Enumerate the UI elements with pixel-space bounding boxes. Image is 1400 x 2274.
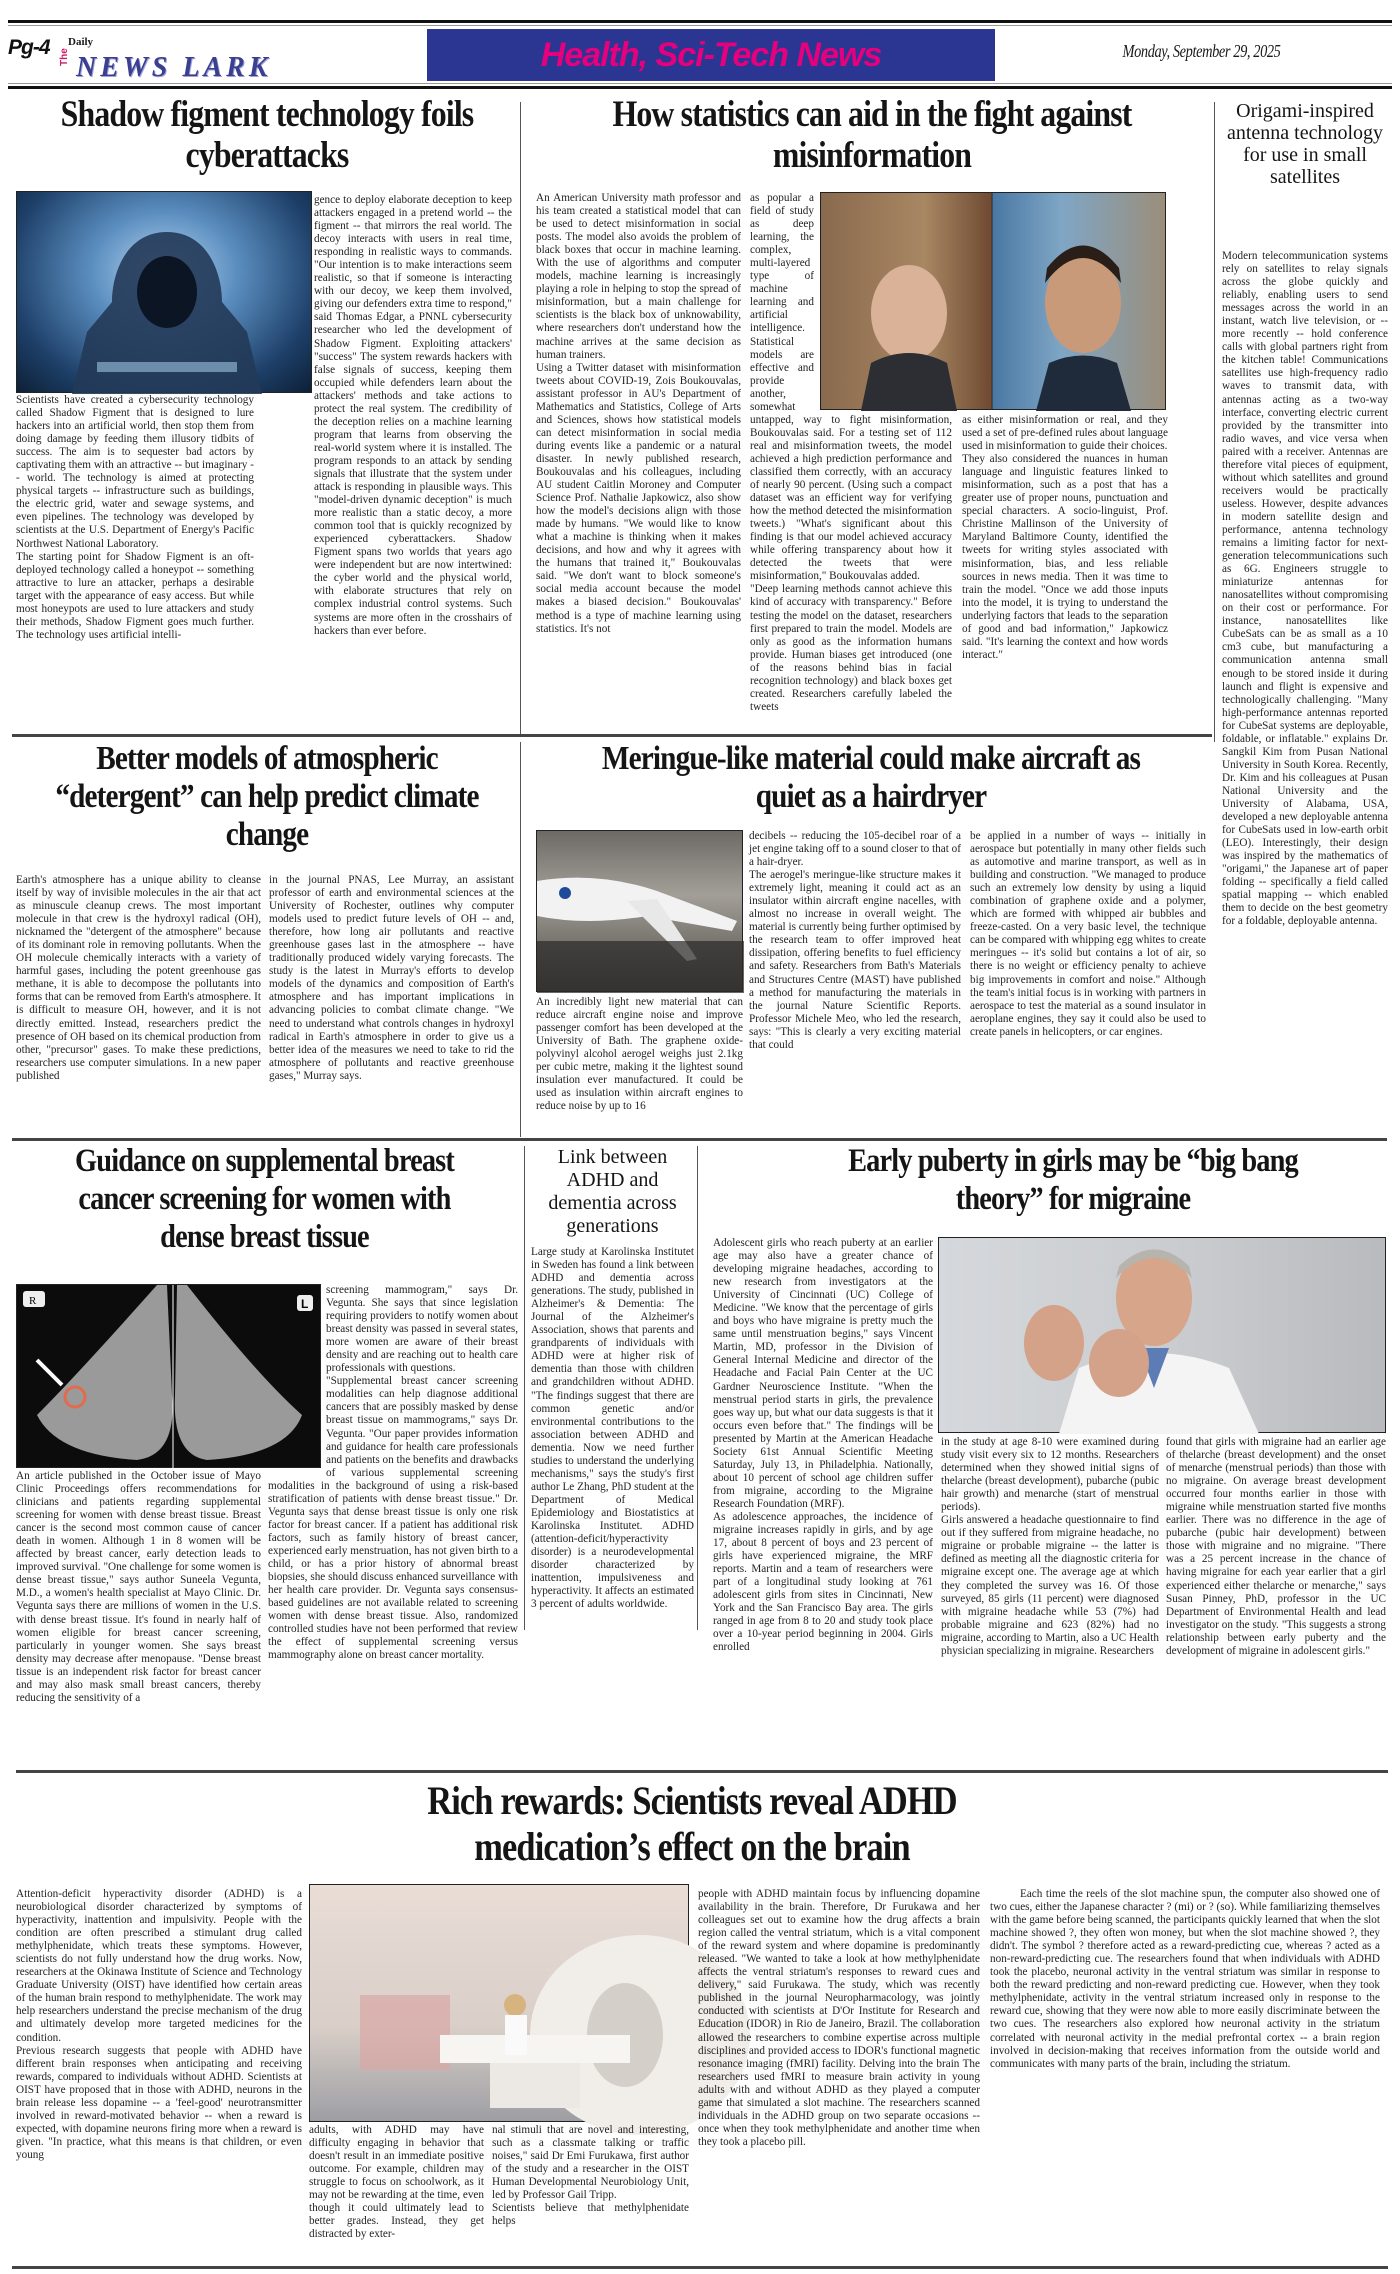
paragraph: Adolescent girls who reach puberty at an earlier age may also have a greater chance of developing migraine headaches, according to new research from investigators at the University of Cincinnati (UC) College of Medicine. "We know that the percentage of girls and boys who have migraine is pretty much the same until menstruation begins," says Vincent Martin, MD, professor in the Division of General Internal Medicine and director of the Headache and Facial Pain Center at the UC Gardner Neuroscience Institute. "When the menstrual period starts in girls, the prevalence goes way up, but what our data suggests is that it occurs even before that." The findings will be presented by Martin at the American Headache Society 61st Annual Scientific Meeting Saturday, July 13, in Philadelphia. Nationally, about 10 percent of school age children suffer from migraine, according to the Migraine Research Foundation (MRF).: [713, 1237, 933, 1510]
column-1: [16, 1470, 261, 1704]
paragraph: Using a Twitter dataset with misinformation tweets about COVID-19, Zois Boukouvalas, assistant professor in AU's Department of Mathematics and Statistics, College of Arts and Sciences, shows how statistical models can detect misinformation in social media during events like a pandemic or a natural disaster. In newly published research, Boukouvalas and his colleagues, including AU student Caitlin Moroney and Computer Science Prof. Nathalie Japkowicz, also show how the model's decisions align with those made by humans. "We would like to know what a machine is thinking when it makes decisions, and how and why it agrees with the humans that trained it," Boukouvalas said. "We don't want to block someone's social media account because the model makes a biased decision." Boukouvalas' method is a type of machine learning using statistics. It's not: [536, 361, 741, 635]
mri-scanner: [310, 1885, 690, 2123]
headline: Better models of atmospheric “detergent” can help predict climate change: [55, 740, 479, 853]
paragraph: Modern telecommunication systems rely on satellites to relay signals across the globe quickly and reliably, enabling users to send messages across the world in an instant, watch live television, or -- more recently -- hold conference calls with global partners right from the kitchen table! Communications satellites use high-frequency radio waves to transmit data, with antennas acting as a two-way interface, converting electric current provided by the transmitter into radio waves, and vice versa when paired with a receiver. Antennas are therefore vital pieces of equipment, without which satellites and ground receivers would be practically useless. However, despite advances in modern satellite design and performance, antenna technology remains a limiting factor for next-generation telecommunications such as 6G. Engineers struggle to miniaturize antennas for nanosatellites without compromising on their cost or performance. For instance, nanosatellites like CubeSats can be as small as a 10 cm3 cube, but manufacturing a communication antenna small enough to be stored inside it during launch and flight is expensive and technologically challenging. "Many high-performance antennas reported for CubeSat systems are deployable, foldable, or inflatable." explains Dr. Sangkil Kim from Pusan National University in South Korea. Recently, Dr. Kim and his colleagues at Pusan National University and the University of Alabama, USA, developed a new deployable antenna for CubeSats used in low-earth orbit (LEO). Interestingly, their design was inspired by the mathematics of "origami," the Japanese art of paper folding -- specifically a field called spatial mapping -- which enabled them to decide on the best geometry for a foldable, deployable antenna.: [1222, 250, 1388, 928]
issue-date: Monday, September 29, 2025: [1122, 41, 1280, 61]
column-3: [970, 830, 1206, 1136]
paragraph: Attention-deficit hyperactivity disorder (ADHD) is a neurobiological disorder characterized by symptoms of hyperactivity, inattention and impulsivity. People with the condition are often prescribed a stimulant drug called methylphenidate, which treats these symptoms. However, scientists do not fully understand how the drug works. Now, researchers at the Okinawa Institute of Science and Technology Graduate University (OIST) have identified how certain areas of the human brain respond to methylphenidate. The work may help researchers understand the precise mechanism of the drug and ultimately develop more targeted medicines for the condition.: [16, 1888, 302, 2044]
headline: Shadow figment technology foils cyberattacks: [60, 94, 474, 177]
paragraph: Previous research suggests that people with ADHD have different brain responses when anticipating and receiving rewards, compared to individuals without ADHD. Scientists at OIST have proposed that in those with ADHD, neurons in the brain release less dopamine -- a 'feel-good' neurotransmitter involved in reward-motivated behavior -- when a reward is expected, with dopamine neurons firing more when a reward is given. "In practice, what this means is that children, or even young: [16, 2044, 302, 2161]
column-2: [269, 874, 514, 1136]
paragraph: adults, with ADHD may have difficulty engaging in behavior that doesn't result in an immediate positive outcome. For example, children may struggle to focus on schoolwork, as it may not be rewarding at the time, even though it could ultimately lead to better grades. Instead, they get distracted by exter-: [309, 2124, 484, 2241]
column-2-text: [314, 194, 512, 734]
page-bottom-rule: [12, 2266, 1388, 2269]
masthead-top-rule: [8, 20, 1392, 23]
article-shadow-figment: [12, 94, 522, 734]
logo-name: NEWS LARK: [76, 52, 272, 83]
headline: Rich rewards: Scientists reveal ADHD medication’s effect on the brain: [427, 1778, 957, 1869]
column-divider: [520, 102, 521, 734]
paragraph: nal stimuli that are novel and interesting, such as a classmate talking or traffic noises," said Dr Emi Furukawa, first author of the study and a researcher in the OIST Human Developmental Neurobiology Unit, led by Professor Gail Tripp.: [492, 2124, 689, 2202]
paragraph: An incredibly light new material that can reduce aircraft engine noise and improve passenger comfort has been developed at the University of Bath. The graphene oxide-polyvinyl alcohol aerogel weighs just 2.1kg per cubic metre, making it the lightest sound insulation ever manufactured. It could be used as insulation within aircraft engines to reduce noise by up to 16: [536, 996, 743, 1113]
hacker-image: [16, 191, 312, 393]
section-divider: [12, 734, 1212, 737]
headline: Guidance on supplemental breast cancer screening for women with dense breast tissue: [75, 1143, 454, 1255]
paragraph: Girls answered a headache questionnaire to find out if they suffered from migraine headache, no migraine or probable migraine -- the latter is defined as meeting all the diagnostic criteria for migraine except one. The average age at which they completed the survey was 16. Of those surveyed, 85 girls (11 percent) were diagnosed with migraine headache while 53 (7%) had probable migraine and 623 (82%) had no migraine, according to Martin, also a UC Health physician specializing in migraine. Researchers: [941, 1514, 1159, 1657]
mri-scanner-photo: [309, 1884, 689, 2122]
column-divider: [1214, 102, 1215, 742]
column-2: [941, 1436, 1159, 1657]
image-label-r: R: [29, 1295, 37, 1307]
article-adhd-dementia: [531, 1146, 694, 1630]
paragraph: Large study at Karolinska Institutet in Sweden has found a link between ADHD and dementia across generations. The study, published in Alzheimer's & Dementia: The Journal of the Alzheimer's Association, shows that parents and grandparents of individuals with ADHD were at higher risk of dementia than those with children and grandchildren without ADHD. "The findings suggest that there are common genetic and/or environmental contributions to the association between ADHD and dementia. Now we need further studies to understand the underlying mechanisms," says the study's first author Le Zhang, PhD student at the Department of Medical Epidemiology and Biostatistics at Karolinska Institutet. ADHD (attention-deficit/hyperactivity disorder) is a neurodevelopmental disorder characterized by inattention, impulsiveness and hyperactivity. It affects an estimated 3 percent of adults worldwide.: [531, 1246, 694, 1611]
paragraph: As adolescence approaches, the incidence of migraine increases rapidly in girls, and by age 17, about 8 percent of boys and 23 percent of girls have experienced migraine, the MRF reports. Martin and a team of researchers were part of a longitudinal study looking at 761 adolescent girls from sites in Cincinnati, New York and the San Francisco Bay area. The girls ranged in age from 8 to 20 and study took place over a 10-year period beginning in 2004. Girls enrolled: [713, 1510, 933, 1654]
paragraph: The starting point for Shadow Figment is an oft-deployed technology called a honeypot -- something attractive to lure an attacker, perhaps a desirable target with the appearance of easy access. But while most honeypots are used to lure attackers and study their methods, Shadow Figment goes much further. The technology uses artificial intelli-: [16, 550, 254, 641]
paragraph: An article published in the October issue of Mayo Clinic Proceedings offers recommendations for clinicians and patients regarding supplemental screening for women with dense breast tissue. Breast cancer is the second most common cause of cancer death in women. Although 1 in 8 women will be affected by breast cancer, early detection leads to improved survival. "One challenge for some women is dense breast tissue," says author Suneela Vegunta, M.D., a women's health specialist at Mayo Clinic. Dr. Vegunta says there are millions of women in the U.S. with dense breast tissue. It's found in nearly half of women eligible for breast cancer screening, particularly in younger women. She says breast density may decrease after menopause. "Dense breast tissue is an independent risk factor for breast cancer and may also mask small breast cancers, thereby reducing the sensitivity of a: [16, 1470, 261, 1704]
column-1: [536, 996, 743, 1136]
paragraph: decibels -- reducing the 105-decibel roar of a jet engine taking off to a sound closer to that of a hair-dryer.: [749, 830, 961, 869]
image-wrap-spacer: [814, 192, 952, 410]
paragraph: They also considered the nuances in human language and linguistic features linked to misinformation, such as a post that has a greater use of proper nouns, punctuation and special characters. A socio-linguist, Prof. Christine Mallinson of the University of Maryland Baltimore County, identified the tweets for writing styles associated with misinformation, bias, and less reliable sources in news media. Then it was time to train the model. "Once we add those inputs into the model, it is trying to understand the underlying factors that leads to the separation of good and bad information," Japkowicz said. "It's learning the context and how words interact.": [962, 453, 1168, 661]
article-body: [531, 1246, 694, 1628]
column-3: [962, 414, 1168, 734]
paragraph: gence to deploy elaborate deception to keep attackers engaged in a pretend world -- the figment -- that mirrors the real world. The decoy interacts with users in real time, responding in realistic ways to commands. "Our intention is to make interactions seem realistic, so that if someone is interacting with our decoy, we keep them involved, giving our defenders extra time to respond," said Thomas Edgar, a PNNL cybersecurity researcher who led the development of Shadow Figment. Exploiting attackers' "success" The system rewards hackers with false signals of success, keeping them occupied while defenders learn about the attackers' methods and take actions to protect the real system. The credibility of the deception relies on a machine learning program that learns from observing the real-world system where it is installed. The program responds to an attack by sending signals that illustrate that the system under attack is responding in plausible ways. This "model-driven dynamic deception" is much more realistic than a static decoy, a more common tool that is quickly recognized by experienced cyberattackers. Shadow Figment spans two worlds that years ago were independent but are now intertwined: the cyber world and the physical world, with elaborate structures that rely on complex industrial control systems. Such systems are more often in the crosshairs of hackers than ever before.: [314, 194, 512, 637]
column-2: [749, 830, 961, 1136]
column-1: [713, 1237, 933, 1654]
column-3: [1166, 1436, 1386, 1657]
column-1: [16, 394, 254, 734]
headline: How statistics can aid in the fight against misinformation: [612, 94, 1132, 177]
paragraph: An American University math professor and his team created a statistical model that can be used to detect misinformation in social posts. The model also avoids the problem of black boxes that occur in machine learning. With the use of algorithms and computer models, machine learning is increasingly playing a role in helping to stop the spread of misinformation, but a main challenge for scientists is the black box of unknowability, where researchers don't understand how the machine arrives at the same decision as human trainers.: [536, 192, 741, 361]
column-2: [750, 192, 952, 732]
paragraph: in the study at age 8-10 were examined during study visit every six to 12 months. Researchers determined when they showed initial signs of thelarche (breast development), pubarche (pubic hair growth) and menarche (start of menstrual periods).: [941, 1436, 1159, 1514]
column-3: [492, 2124, 689, 2268]
paragraph: "Supplemental breast cancer screening modalities can help diagnose additional cancers that are possibly masked by dense breast tissue on mammograms," says Dr. Vegunta. "Our paper provides information and guidance for health care professionals and patients on the benefits and drawbacks of various supplemental screening modalities in the background of using a risk-based stratification of patients with dense breast tissue." Dr. Vegunta says that dense breast tissue is only one risk factor for breast cancer. If a patient has additional risk factors, such as family history of breast cancer, experienced early menstruation, has not given birth to a child, or has a prior history of abnormal breast biopsies, she should discuss enhanced surveillance with her health care provider. Dr. Vegunta says consensus-based guidelines are not available related to screening women with dense breast tissue. Also, randomized controlled studies have not been performed that review the effect of supplemental screening versus mammography alone on breast cancer mortality.: [268, 1375, 518, 1662]
aircraft-model: [537, 831, 744, 993]
doctor-photo: [938, 1237, 1386, 1433]
article-early-puberty: [703, 1142, 1388, 1657]
paragraph: as either misinformation or real, and they used a set of pre-defined rules about language used in misinformation to guide their choices.: [962, 414, 1168, 453]
paragraph: screening mammogram," says Dr. Vegunta. She says that since legislation requiring providers to notify women about breast density was passed in several states, more women are aware of their breast density and are reaching out to health care professionals with questions.: [326, 1284, 518, 1375]
article-meringue-material: [530, 740, 1212, 1140]
headline: Early puberty in girls may be “big bang theory” for migraine: [848, 1143, 1298, 1217]
paragraph: Scientists have created a cybersecurity technology called Shadow Figment that is designed to lure hackers into an artificial world, then stop them from doing damage by feeding them illusory tidbits of success. The aim is to sequester bad actors by captivating them with an attractive -- but imaginary -- world. The technology is aimed at protecting physical targets -- infrastructure such as buildings, the electric grid, water and sewage systems, and even pipelines. The technology was developed by scientists at the U.S. Department of Energy's Pacific Northwest National Laboratory.: [16, 394, 254, 550]
hooded-hacker-figure: [17, 192, 313, 394]
section-divider: [12, 1138, 1387, 1141]
column-1: [16, 874, 261, 1136]
column-divider: [697, 1146, 698, 1630]
doctor-gesturing: [939, 1238, 1387, 1434]
headline: Meringue-like material could make aircraft as quiet as a hairdryer: [601, 740, 1141, 815]
article-body: [1222, 250, 1388, 1100]
article-statistics: [532, 94, 1212, 734]
paragraph: found that girls with migraine had an earlier age of thelarche (breast development) and the onset of menarche (menstrual periods) than those with no migraine. On average breast development occurred four months earlier in those with migraine while menstruation started five months earlier. There was no difference in the age of pubarche (pubic hair development) between those with migraine and no migraine. "There was a 25 percent increase in the chance of having migraine for each year earlier that a girl experienced either thelarche or menarche," says Susan Pinney, PhD, professor in the UC Department of Environmental Health and lead investigator on the study. "This suggests a strong relationship between early puberty and the development of migraine in adolescent girls.": [1166, 1436, 1386, 1657]
image-label-l: L: [301, 1297, 309, 1311]
masthead: [0, 0, 1400, 90]
section-divider: [16, 1770, 1388, 1773]
paragraph: people with ADHD maintain focus by influencing dopamine availability in the brain. Therefore, Dr Furukawa and her colleagues set out to examine how the drug affects a brain region called the ventral striatum, which is a vital component of the reward system and where dopamine is predominantly released. "We wanted to take a look at how methylphenidate affects the ventral striatum's responses to reward cues and delivery," said Furukawa. The study, which was recently published in the journal Neuropharmacology, was jointly conducted with scientists at D'Or Institute for Research and Education (IDOR) in Rio de Janeiro, Brazil. The collaboration allowed the researchers to combine expertise across multiple disciplines and provided access to IDOR's functional magnetic resonance imaging (fMRI) facility. Delving into the brain The researchers used fMRI to measure brain activity in young adults with and without ADHD as they played a computer game that simulated a slot machine. The researchers scanned individuals in the ADHD group on two separate occasions -- once when they took methylphenidate and another time when they took a placebo pill.: [698, 1888, 980, 2148]
column-2: [309, 2124, 484, 2268]
paragraph: Earth's atmosphere has a unique ability to cleanse itself by way of invisible molecules in the air that act as minuscule cleanup crews. The most important molecule in that crew is the hydroxyl radical (OH), nicknamed the "detergent of the atmosphere" because of its dominant role in removing pollutants. When the OH molecule chemically interacts with a variety of harmful gases, including the potent greenhouse gas methane, it is able to decompose the pollutants into forms that can be removed from Earth's atmosphere. It is difficult to measure OH, however, and it is not directly emitted. Instead, researchers predict the presence of OH based on its chemical production from other, "precursor" gases. To make these predictions, researchers use computer simulations. In a new paper published: [16, 874, 261, 1082]
column-divider: [524, 1146, 525, 1630]
masthead-bottom-rule: [8, 86, 1392, 89]
paragraph: be applied in a number of ways -- initially in aerospace but potentially in many other fields such as automotive and marine transport, as well as in building and construction. "We managed to produce such an extremely low density by using a liquid combination of graphene oxide and a polymer, which are formed with whipped air bubbles and freeze-casted. On a very basic level, the technique can be compared with whipping egg whites to create meringues -- it's solid but contains a lot of air, so there is no weight or efficiency penalty to achieve big improvements in comfort and noise." Although the team's initial focus is in working with partners in aerospace to test the material as a sound insulator in aeroplane engines, they say it could also be used to create panels in helicopters, or car engines.: [970, 830, 1206, 1038]
column-divider: [520, 742, 521, 1137]
headline: Origami-inspired antenna technology for use in small satellites: [1226, 100, 1384, 188]
paragraph: "Deep learning methods cannot achieve this kind of accuracy with transparency." Before testing the model on the dataset, researchers first prepared to train the model. Models are only as good as the information humans provide. Human biases get introduced (one of the reasons behind bias in facial recognition technology) and black boxes get created. Researchers carefully labeled the tweets: [750, 583, 952, 713]
section-banner: Health, Sci-Tech News: [427, 29, 995, 81]
paragraph: Scientists believe that methylphenidate helps: [492, 2202, 689, 2228]
article-atmospheric-detergent: [12, 740, 522, 1140]
column-4: [698, 1888, 980, 2268]
headline: Link between ADHD and dementia across generations: [548, 1146, 677, 1237]
image-wrap-spacer: [268, 1284, 326, 1470]
paragraph: in the journal PNAS, Lee Murray, an assistant professor of earth and environmental sciences at the University of Rochester, outlines why computer models used to predict future levels of OH -- and, therefore, how long air pollutants and reactive greenhouse gases last in the atmosphere -- have traditionally produced widely varying forecasts. The study is the latest in Murray's efforts to develop models of the dynamics and composition of Earth's atmosphere and has important implications in advancing policies to combat climate change. "We need to understand what controls changes in hydroxyl radical in Earth's atmosphere in order to give us a better idea of the measures we need to take to rid the atmosphere of pollutants and reactive greenhouse gases," Murray says.: [269, 874, 514, 1082]
masthead-bottom-rule-thin: [8, 83, 1392, 84]
paragraph: Each time the reels of the slot machine spun, the computer also showed one of two cues, either the Japanese character ? (mi) or ? (so). While familiarizing themselves with the game before being scanned, the participants quickly learned that when the slot machine showed ?, they often won money, but when the slot machine showed ?, they didn't. The symbol ? therefore acted as a reward-predicting cue, whereas ? acted as a non-reward-predicting cue. The researchers found that when individuals with ADHD took the placebo, neuronal activity in the ventral striatum was similar in response to both the reward predicting and non-reward predicting cue. However, when they took methylphenidate, activity in the ventral striatum increased only in response to the reward cue, showing that they were now able to more easily discriminate between the two cues. The researchers also explored how neuronal activity in the striatum correlated with neuronal activity in the medial prefrontal cortex -- a brain region involved in decision-making that receives information from the outside world and communicates with many parts of the brain, including the striatum.: [990, 1888, 1380, 2070]
aircraft-model-photo: [536, 830, 743, 992]
paragraph: as popular a field of study as deep learning, the complex, multi-layered type of machine learning and artificial intelligence. Statistical models are effective and provide another, somewhat untapped, way to fight misinformation, Boukouvalas said. For a testing set of 112 real and misinformation tweets, the model achieved a high prediction performance and classified them correctly, with an accuracy of nearly 90 percent. (Using such a compact dataset was an efficient way for verifying how the method detected the misinformation tweets.) "What's significant about this finding is that our model achieved accuracy while offering transparency about how it detected the tweets that were misinformation," Boukouvalas added.: [750, 192, 952, 583]
column-1: [536, 192, 741, 732]
article-origami-antenna: [1222, 100, 1388, 1110]
column-5: [990, 1888, 1380, 2268]
page-number: Pg-4: [8, 36, 50, 59]
article-breast-screening: [12, 1142, 518, 1704]
paragraph: The aerogel's meringue-like structure makes it extremely light, meaning it could act as an insulator within aircraft engine nacelles, with almost no increase in overall weight. The material is currently being further optimised by the research team to offer improved heat dissipation, offering benefits to fuel efficiency and safety. Researchers from Bath's Materials and Structures Centre (MAST) have published a method for manufacturing the materials in the journal Nature Scientific Reports. Professor Michele Meo, who led the research, says: "This is clearly a very exciting material that could: [749, 869, 961, 1051]
newspaper-logo: [59, 26, 362, 83]
logo-daily: Daily: [68, 36, 94, 48]
column-2: [268, 1284, 518, 1662]
logo-the: The: [59, 48, 70, 66]
article-adhd-medication: [12, 1778, 1388, 2268]
column-1: [16, 1888, 302, 2268]
